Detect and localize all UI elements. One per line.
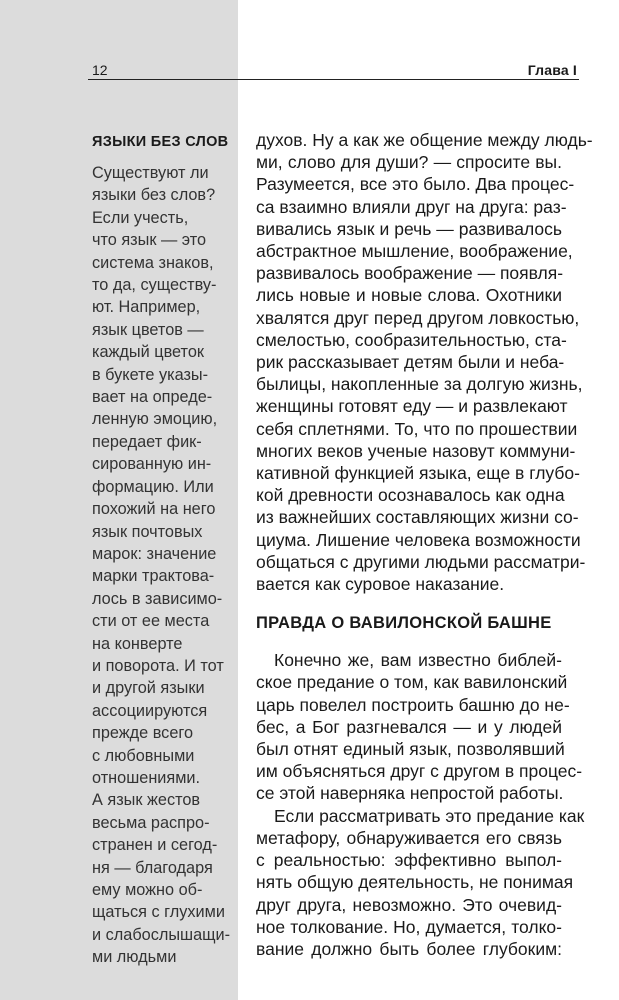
- text-line: щаться с глухими: [92, 903, 225, 922]
- text-line: смелостью, сообразительностью, ста-: [256, 329, 567, 350]
- text-line: система знаков,: [92, 253, 214, 272]
- text-line: странен и сегод-: [92, 836, 218, 855]
- text-line: ему можно об-: [92, 881, 203, 899]
- text-line: в букете указы-: [92, 365, 209, 384]
- header-rule: [88, 79, 579, 80]
- chapter-label: Глава I: [527, 62, 577, 78]
- text-line: Если учесть,: [92, 208, 189, 227]
- text-line: то да, существу-: [92, 276, 217, 295]
- sidebar-note: [92, 132, 232, 969]
- text-line: формацию. Или: [92, 477, 214, 496]
- text-line: циума. Лишение человека возможности: [256, 529, 581, 550]
- text-line: кой древности осознавалось как одна: [256, 485, 565, 506]
- text-line: ми людьми: [92, 948, 177, 967]
- text-line: многих веков ученые назовут коммуни-: [256, 440, 576, 461]
- text-line: хвалятся друг перед другом ловкостью,: [256, 307, 580, 328]
- text-line: духов. Ну а как же общение между людь-: [256, 130, 593, 150]
- text-line: вается как суровое наказание.: [256, 574, 505, 595]
- text-line: А язык жестов: [92, 791, 201, 810]
- text-line: ное толкование. Но, думается, толко-: [256, 916, 562, 937]
- text-line: былицы, накопленные за долгую жизнь,: [256, 374, 583, 395]
- text-line: вивались язык и речь — развивалось: [256, 218, 562, 239]
- text-line: что язык — это: [92, 231, 207, 250]
- text-line: бес, а Бог разгневался — и у людей: [256, 716, 562, 737]
- text-line: с реальностью: эффективно выпол-: [256, 850, 562, 871]
- text-line: и слабослышащи-: [92, 925, 231, 944]
- text-line: метафору, обнаруживается его связь: [256, 827, 562, 848]
- sidebar-title: ЯЗЫКИ БЕЗ СЛОВ: [92, 134, 229, 150]
- text-line: на конверте: [92, 634, 183, 653]
- text-line: каждый цветок: [92, 343, 205, 362]
- text-line: са взаимно влияли друг на друга: раз-: [256, 196, 567, 217]
- text-line: ми, слово для души? — спросите вы.: [256, 152, 562, 173]
- text-line: кативной функцией языка, еще в глубо-: [256, 463, 580, 484]
- text-line: весьма распро-: [92, 813, 210, 832]
- text-line: друг друга, невозможно. Это очевид-: [256, 894, 562, 915]
- text-line: язык цветов —: [92, 320, 204, 339]
- text-line: передает фик-: [92, 432, 202, 451]
- text-line: и поворота. И тот: [92, 656, 224, 675]
- text-line: ское предание о том, как вавилонский: [256, 672, 568, 693]
- text-line: отношениями.: [92, 768, 201, 787]
- text-line: ют. Например,: [92, 298, 201, 317]
- paragraph-2: [256, 649, 583, 804]
- text-line: им объясняться друг с другом в процес-: [256, 761, 583, 782]
- main-text: [256, 129, 593, 960]
- text-line: Если рассматривать это предание как: [274, 805, 585, 826]
- text-line: был отнят единый язык, позволявший: [256, 739, 565, 760]
- text-line: себя сплетнями. То, что по прошествии: [256, 418, 578, 439]
- text-line: нять общую деятельность, не понимая: [256, 872, 574, 893]
- text-line: и другой языки: [92, 679, 205, 698]
- text-line: ня — благодаря: [92, 858, 213, 877]
- text-line: ленную эмоцию,: [92, 410, 218, 429]
- sidebar-body: [92, 162, 232, 969]
- text-line: царь повелел построить башню до не-: [256, 694, 570, 715]
- text-line: развивалось воображение — появля-: [256, 263, 564, 284]
- text-line: сти от ее места: [92, 612, 210, 631]
- text-line: марок: значение: [92, 544, 217, 563]
- page-number: 12: [92, 62, 108, 78]
- text-line: Существуют ли: [92, 164, 209, 182]
- paragraph-3: [256, 805, 585, 960]
- text-line: Конечно же, вам известно библей-: [274, 650, 562, 671]
- text-line: женщины готовят еду — и развлекают: [256, 396, 568, 417]
- text-line: лись новые и новые слова. Охотники: [256, 285, 562, 306]
- text-line: языки без слов?: [92, 186, 216, 205]
- text-line: рик рассказывает детям были и неба-: [256, 352, 565, 373]
- text-line: абстрактное мышление, воображение,: [256, 241, 573, 262]
- text-line: сированную ин-: [92, 455, 212, 474]
- text-line: марки трактова-: [92, 567, 215, 586]
- text-line: язык почтовых: [92, 522, 203, 541]
- text-line: Разумеется, все это было. Два процес-: [256, 174, 575, 195]
- paragraph-1: [256, 129, 593, 595]
- section-heading: ПРАВДА О ВАВИЛОНСКОЙ БАШНЕ: [256, 614, 552, 633]
- text-line: похожий на него: [92, 500, 216, 519]
- text-line: с любовными: [92, 746, 195, 765]
- text-line: прежде всего: [92, 724, 194, 743]
- text-line: ассоциируются: [92, 701, 208, 720]
- text-line: се этой наверняка непростой работы.: [256, 783, 564, 804]
- text-line: из важнейших составляющих жизни со-: [256, 507, 579, 528]
- text-line: общаться с другими людьми рассматри-: [256, 551, 586, 572]
- text-line: вает на опреде-: [92, 388, 213, 407]
- text-line: лось в зависимо-: [92, 589, 223, 608]
- text-line: вание должно быть более глубоким:: [256, 938, 562, 959]
